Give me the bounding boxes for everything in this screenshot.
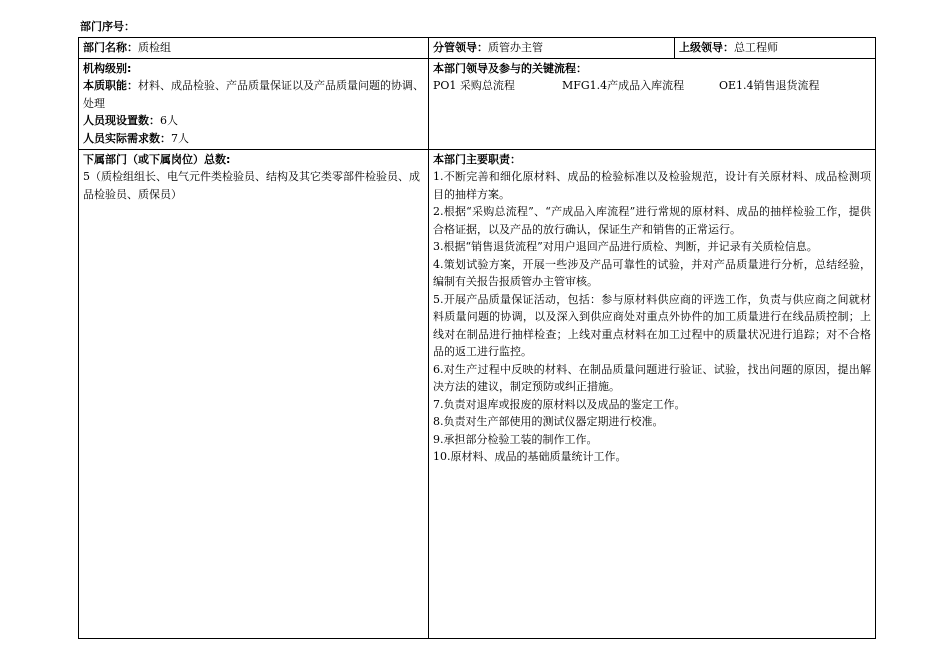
duty-item: 8.负责对生产部使用的测试仪器定期进行校准。	[433, 415, 664, 428]
org-info-cell	[79, 58, 429, 149]
dept-name-cell	[79, 38, 429, 59]
duty-item: 1.不断完善和细化原材料、成品的检验标准以及检验规范，设计有关原材料、成品检测项目的抽样方案。	[433, 170, 871, 201]
key-flow-item: PO1 采购总流程	[433, 79, 515, 92]
main-row	[79, 149, 876, 638]
org-level-label: 机构级别:	[83, 61, 132, 75]
current-staff-value: 6人	[160, 114, 178, 127]
actual-need-label: 人员实际需求数：	[83, 131, 171, 145]
function-label: 本质职能：	[83, 79, 138, 92]
superior-value: 总工程师	[734, 41, 778, 54]
superior-label: 上级领导：	[679, 41, 734, 54]
supervisor-value: 质管办主管	[488, 41, 543, 54]
actual-need-value: 7人	[171, 131, 189, 145]
duties-cell	[429, 149, 876, 638]
actual-need-line	[83, 130, 424, 148]
key-flows-label: 本部门领导及参与的关键流程：	[433, 61, 587, 75]
function-value: 材料、成品检验、产品质量保证以及产品质量问题的协调、处理	[83, 79, 424, 110]
duty-item: 4.策划试验方案，开展一些涉及产品可靠性的试验，并对产品质量进行分析，总结经验，编制有关报告报质管办主管审核。	[433, 257, 871, 288]
job-description-table	[78, 37, 876, 639]
dept-name-label: 部门名称：	[83, 41, 138, 54]
current-staff-label: 人员现设置数：	[83, 114, 160, 127]
duty-item: 10.原材料、成品的基础质量统计工作。	[433, 450, 627, 463]
duty-item: 7.负责对退库或报废的原材料以及成品的鉴定工作。	[433, 397, 686, 411]
subordinate-value: 5（质检组组长、电气元件类检验员、结构及其它类零部件检验员、成品检验员、质保员）	[83, 170, 420, 201]
subordinate-cell	[79, 149, 429, 638]
dept-number-label: 部门序号：	[80, 20, 135, 33]
duty-item: 5.开展产品质量保证活动，包括：参与原材料供应商的评选工作，负责与供应商之间就材料质量问题的协调，以及深入到供应商处对重点外协件的加工质量进行在线品质控制；上线对在制品进行抽样检查；上线对重点材料在加工过程中的质量状况进行追踪；对不合格品的返工进行监控。	[433, 292, 871, 358]
duty-item: 3.根据“销售退货流程”对用户退回产品进行质检、判断，并记录有关质检信息。	[433, 240, 818, 253]
duty-item: 9.承担部分检验工装的制作工作。	[433, 432, 598, 446]
superior-cell	[675, 38, 876, 59]
duties-label: 本部门主要职责：	[433, 152, 521, 166]
duty-item: 2.根据“采购总流程”、“产成品入库流程”进行常规的原材料、成品的抽样检验工作，提供合格证据，以及产品的放行确认，保证生产和销售的正常运行。	[433, 205, 871, 236]
info-row	[79, 58, 876, 149]
supervisor-cell	[429, 38, 675, 59]
key-flow-item: MFG1.4产成品入库流程	[562, 79, 685, 92]
supervisor-label: 分管领导：	[433, 41, 488, 54]
header-row	[79, 38, 876, 59]
dept-name-value: 质检组	[138, 41, 171, 54]
current-staff-line	[83, 112, 424, 130]
key-flows-cell	[429, 58, 876, 149]
duty-item: 6.对生产过程中反映的材料、在制品质量问题进行验证、试验，找出问题的原因，提出解决方法的建议，制定预防或纠正措施。	[433, 362, 871, 393]
function-line	[83, 77, 424, 112]
key-flows-list	[433, 77, 871, 95]
key-flow-item: OE1.4销售退货流程	[719, 79, 820, 92]
subordinate-label: 下属部门（或下属岗位）总数:	[83, 152, 231, 166]
